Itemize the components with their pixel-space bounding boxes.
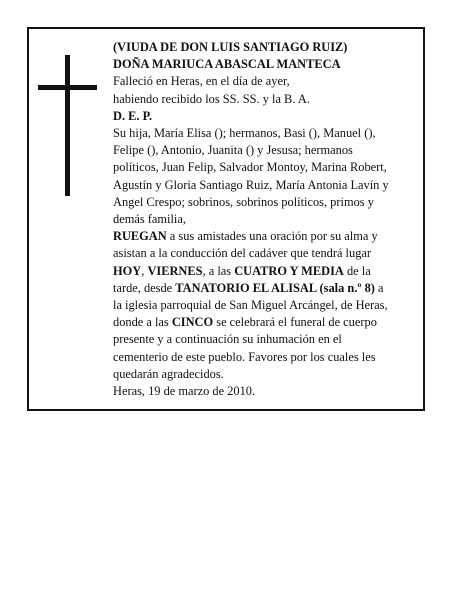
deceased-name: DOÑA MARIUCA ABASCAL MANTECA xyxy=(113,57,341,72)
request-line-1-rest: a sus amistades una oración por su alma y xyxy=(166,229,378,244)
weekday: VIERNES xyxy=(147,263,203,278)
day-today: HOY xyxy=(113,263,142,278)
hour: CUATRO Y MEDIA xyxy=(234,263,344,278)
request-verb: RUEGAN xyxy=(113,229,167,244)
request-line-5: la iglesia parroquial de San Miguel Arcángel, de Heras, xyxy=(113,298,388,313)
funeral-home: TANATORIO EL ALISAL (sala n.º 8) xyxy=(175,280,375,295)
family-line-1: Su hija, María Elisa (); hermanos, Basi (), Manuel (), xyxy=(113,126,376,141)
request-line-8: cementerio de este pueblo. Favores por los cuales les xyxy=(113,349,376,364)
request-line-3-end: de la xyxy=(343,263,371,278)
place-and-date: Heras, 19 de marzo de 2010. xyxy=(113,384,256,399)
request-line-2: asistan a la conducción del cadáver que tendrá lugar xyxy=(113,246,372,261)
funeral-hour: CINCO xyxy=(171,315,214,330)
request-line-9: quedarán agradecidos. xyxy=(113,366,224,381)
family-line-6: demás familia, xyxy=(113,212,186,227)
request-line-7: presente y a continuación su inhumación en el xyxy=(113,332,342,347)
request-line-6-start: donde a las xyxy=(113,315,172,330)
cross-vertical-bar xyxy=(65,55,70,196)
family-line-2: Felipe (), Antonio, Juanita () y Jesusa; hermanos xyxy=(113,143,353,158)
death-announcement-line-1: Falleció en Heras, en el día de ayer, xyxy=(113,74,290,89)
family-line-3: políticos, Juan Felip, Salvador Montoy, Marina Robert, xyxy=(113,160,387,175)
widow-of-line: (VIUDA DE DON LUIS SANTIAGO RUIZ) xyxy=(113,40,348,54)
request-line-4-end: a xyxy=(374,280,384,295)
request-line-3-sep: , xyxy=(141,263,148,278)
cross-horizontal-bar xyxy=(38,85,97,90)
request-line-1 xyxy=(113,228,421,245)
request-line-3-mid: , a las xyxy=(202,263,235,278)
rest-in-peace: D. E. P. xyxy=(113,108,153,123)
request-line-4 xyxy=(113,280,421,297)
request-line-6 xyxy=(113,314,421,331)
family-line-5: Angel Crespo; sobrinos, sobrinos políticos, primos y xyxy=(113,194,374,209)
obituary-text xyxy=(113,39,421,400)
family-line-4: Agustín y Gloria Santiago Ruiz, María Antonia Lavín y xyxy=(113,177,389,192)
request-line-4-start: tarde, desde xyxy=(113,280,176,295)
request-line-3 xyxy=(113,263,421,280)
death-announcement-line-2: habiendo recibido los SS. SS. y la B. A. xyxy=(113,91,310,106)
request-line-6-end: se celebrará el funeral de cuerpo xyxy=(213,315,377,330)
